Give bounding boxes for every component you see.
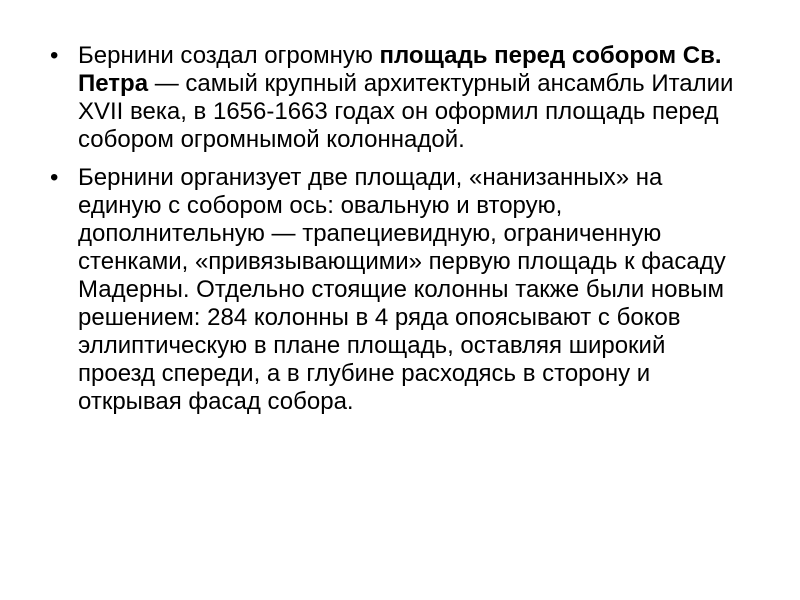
bullet-marker: •	[50, 42, 59, 69]
bullet-text-continuation: — самый крупный архитектурный ансамбль Италии XVII века, в 1656-1663 годах он оформил площадь перед собором огромнымой колоннадой.	[78, 70, 734, 153]
bullet-list	[48, 42, 748, 426]
bullet-text-intro: Бернини создал огромную	[78, 42, 380, 69]
bullet-text: Бернини организует две площади, «нанизанных» на единую с собором ось: овальную и вторую, дополнительную — трапециевидную, ограниченную стенками, «привязывающими» первую площадь к фасаду Мадерны. Отдельно стоящие колонны также были новым решением: 284 колонны в 4 ряда опоясывают с боков эллиптическую в плане площадь, оставляя широкий проезд спереди, а в глубине расходясь в сторону и открывая фасад собора.	[78, 164, 726, 415]
bullet-item-piazza	[48, 42, 748, 154]
bullet-item-colonnade	[48, 164, 748, 416]
bullet-text-emphasis: площадь перед собором Св. Петра	[78, 42, 722, 97]
bullet-marker: •	[50, 164, 59, 191]
